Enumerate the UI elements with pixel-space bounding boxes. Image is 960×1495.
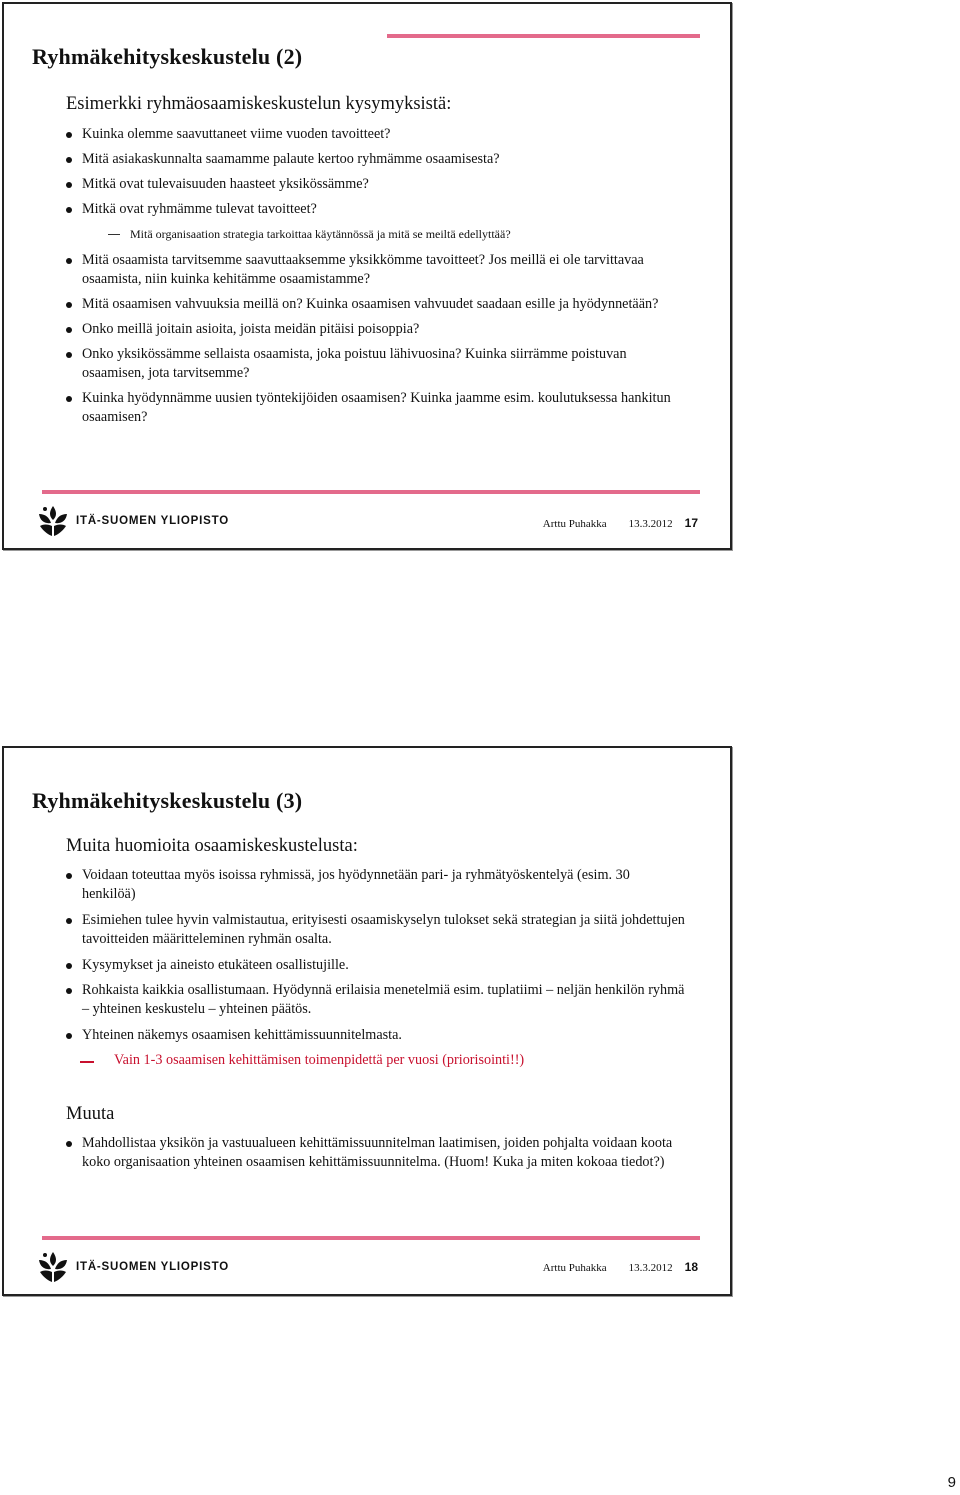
emphasis-sub-bullet: Vain 1-3 osaamisen kehittämisen toimenpidettä per vuosi (priorisointi!!): [66, 1051, 686, 1070]
university-logo-icon: [36, 1250, 70, 1284]
university-logo: [36, 1250, 229, 1284]
bullet-list: [66, 866, 686, 1077]
slide-title: Ryhmäkehityskeskustelu (3): [32, 788, 303, 813]
bullet-item: Onko meillä joitain asioita, joista meidän pitäisi poisoppia?: [66, 320, 686, 339]
slide-title: Ryhmäkehityskeskustelu (2): [32, 44, 303, 69]
bullet-item: Onko yksikössämme sellaista osaamista, joka poistuu lähivuosina? Kuinka siirrämme poistuvan osaamisen, jota tarvitsemme?: [66, 345, 686, 383]
footer-author: Arttu Puhakka: [542, 1262, 607, 1274]
slide-number: 17: [684, 516, 698, 530]
bullet-item: Mitä osaamista tarvitsemme saavuttaaksemme yksikkömme tavoitteet? Jos meillä ei ole tarvittavaa osaamista, niin kuinka kehitämme osaamistamme?: [66, 251, 686, 289]
logo-text: ITÄ-SUOMEN YLIOPISTO: [76, 515, 229, 527]
slide-subtitle: Muita huomioita osaamiskeskustelusta:: [66, 836, 358, 856]
slide-number: 18: [684, 1260, 698, 1274]
bullet-item: Voidaan toteuttaa myös isoissa ryhmissä, jos hyödynnetään pari- ja ryhmätyöskentelyä (esim. 30 henkilöä): [66, 866, 686, 905]
slide-17: [2, 2, 732, 550]
accent-bar-top: [387, 34, 700, 38]
accent-bar-footer: [42, 490, 700, 494]
section-heading: Muuta: [66, 1104, 115, 1124]
bullet-item: Mitä osaamisen vahvuuksia meillä on? Kuinka osaamisen vahvuudet saadaan esille ja hyödynnetään?: [66, 295, 686, 314]
slide-footer: [543, 516, 698, 530]
logo-text: ITÄ-SUOMEN YLIOPISTO: [76, 1261, 229, 1273]
bullet-item: Kuinka olemme saavuttaneet viime vuoden tavoitteet?: [66, 125, 686, 144]
slide-subtitle: Esimerkki ryhmäosaamiskeskustelun kysymyksistä:: [66, 94, 452, 114]
sub-bullet-item: Mitä organisaation strategia tarkoittaa käytännössä ja mitä se meiltä edellyttää?: [66, 225, 686, 244]
slide-footer: [543, 1260, 698, 1274]
footer-date: 13.3.2012: [628, 518, 673, 530]
page-number: 9: [947, 1474, 956, 1491]
bullet-item: Mitä asiakaskunnalta saamamme palaute kertoo ryhmämme osaamisesta?: [66, 150, 686, 169]
bullet-item: Mitkä ovat ryhmämme tulevat tavoitteet?: [66, 200, 686, 219]
bullet-item: Yhteinen näkemys osaamisen kehittämissuunnitelmasta.: [66, 1026, 686, 1045]
slide-18: [2, 746, 732, 1296]
bullet-list-second: [66, 1134, 686, 1179]
bullet-item: Rohkaista kaikkia osallistumaan. Hyödynnä erilaisia menetelmiä esim. tuplatiimi – neljän henkilön ryhmä – yhteinen keskustelu – yhteinen päätös.: [66, 981, 686, 1020]
bullet-item: Mahdollistaa yksikön ja vastuualueen kehittämissuunnitelman laatimisen, joiden pohjalta voidaan koota koko organisaation yhteinen osaamisen kehittämissuunnitelma. (Huom! Kuka ja miten kokoaa tiedot?): [66, 1134, 686, 1173]
footer-date: 13.3.2012: [628, 1262, 673, 1274]
bullet-list: [66, 125, 686, 433]
bullet-item: Mitkä ovat tulevaisuuden haasteet yksikössämme?: [66, 175, 686, 194]
university-logo-icon: [36, 504, 70, 538]
footer-author: Arttu Puhakka: [542, 518, 607, 530]
accent-bar-footer: [42, 1236, 700, 1240]
bullet-item: Kuinka hyödynnämme uusien työntekijöiden osaamisen? Kuinka jaamme esim. koulutuksessa hankitun osaamisen?: [66, 389, 686, 427]
bullet-item: Kysymykset ja aineisto etukäteen osallistujille.: [66, 956, 686, 975]
bullet-item: Esimiehen tulee hyvin valmistautua, erityisesti osaamiskyselyn tulokset sekä strategian ja siitä johdettujen tavoitteiden määritteleminen ryhmän osalta.: [66, 911, 686, 950]
university-logo: [36, 504, 229, 538]
